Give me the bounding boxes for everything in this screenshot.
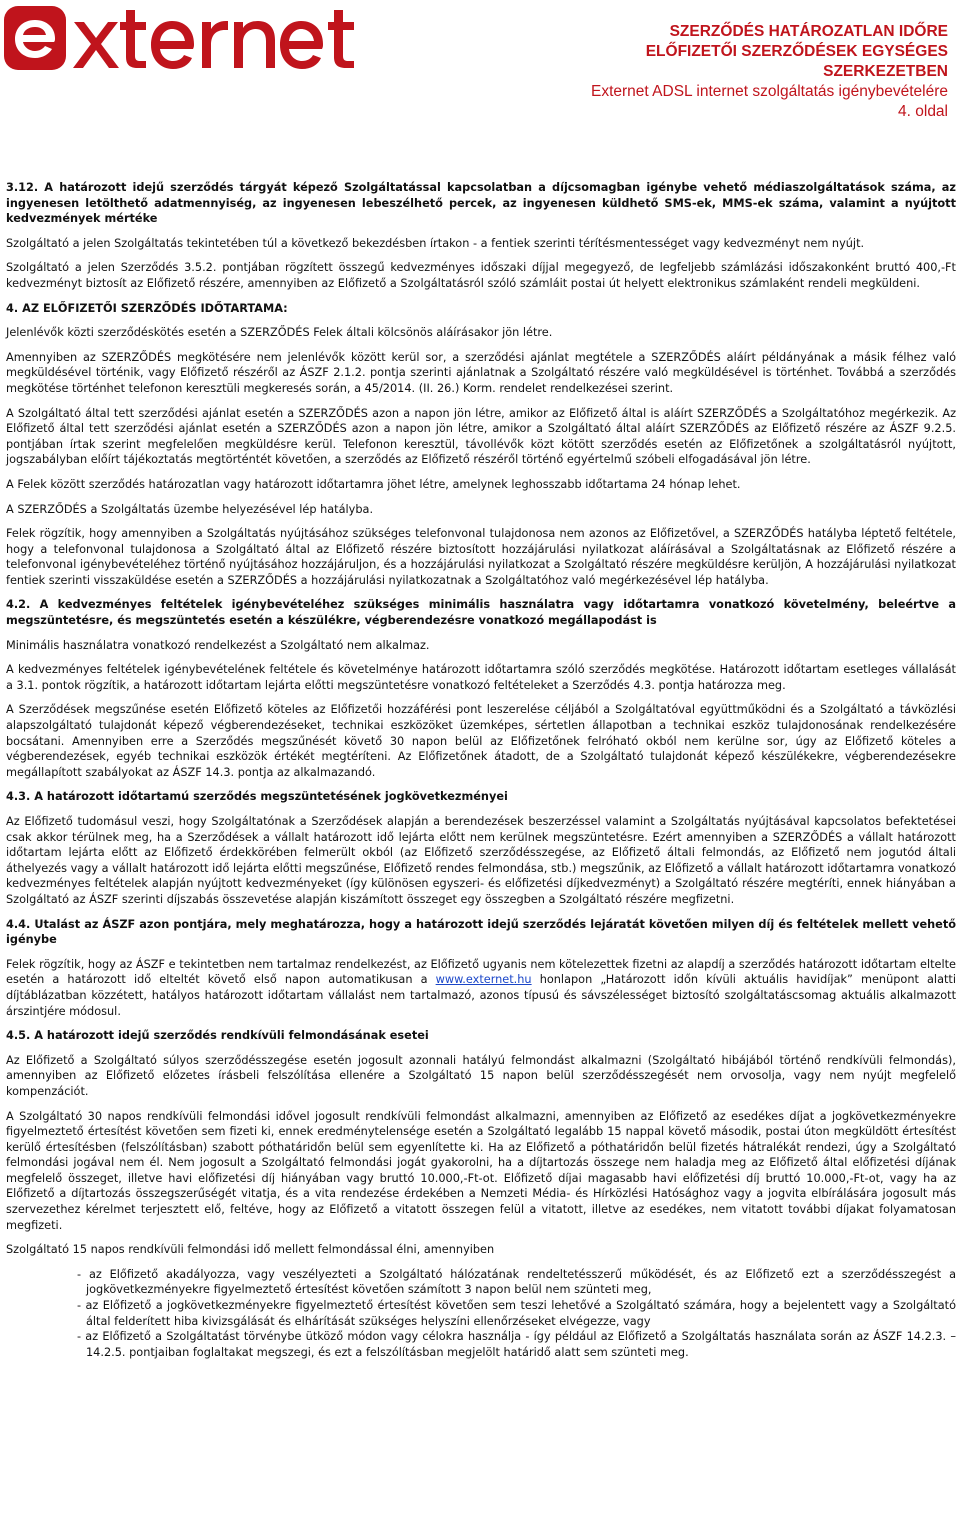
heading-4-5: 4.5. A határozott idejű szerződés rendkívüli felmondásának esetei [6,1029,429,1043]
doc-title-line-1: SZERZŐDÉS HATÁROZATLAN IDŐRE [669,23,948,40]
heading-4: 4. AZ ELŐFIZETŐI SZERZŐDÉS IDŐTARTAMA: [6,301,288,315]
externet-website-link[interactable]: www.externet.hu [435,973,532,987]
paragraph: Szolgáltató 15 napos rendkívüli felmondási idő mellett felmondással élni, amennyiben [6,1243,495,1257]
paragraph: Az Előfizető tudomásul veszi, hogy Szolgáltatónak a Szerződések alapján a berendezések beszerzéssel valamint a Szolgáltatás nyújtásával kapcsolatos befektetései csak akkor térülnek meg, ha a Szerződések a vállalt határozott idő lejárta előtt nem kerülnek megszüntetésre. Ezért amennyiben a SZERZŐDÉS a vállalt határozott időtartam lejárta előtt az Előfizető érdekkörében felmerült okból (az Előfizető szerződésszegése, az Előfizető általi felmondás, az Előfizető nem jogutód általi áthelyezés vagy a vállalt határozott idő lejárta előtti megszűnése, Előfizető rendes felmondása, stb.) megszűnik, az Előfizető a vállalt határozott időtartamra vonatkozó kedvezményes feltételek alapján nyújtott kedvezményeket (így különösen egyszeri- és előfizetési díjkedvezményt) a Szolgáltató részére megtéríti, ennek hiányában a Szolgáltató az ÁSZF szerinti díjszabás összevetése alapján kiszámított összeget egy összegben a Szolgáltató részére megfizetni. [6,815,956,906]
paragraph-text: Felek rögzítik, hogy az ÁSZF e tekintetben nem tartalmaz rendelkezést, az Előfizető ugyanis nem kötelezettek fizetni az alapdíj a szerződés határozott időtartam eltelte esetén a határozott idő elteltét követő első napon automatikusan a [6,957,956,987]
paragraph: Felek rögzítik, hogy amennyiben a Szolgáltatás nyújtásához szükséges telefonvonal tulajdonosa nem azonos az Előfizetővel, a SZERZŐDÉS hatályba léptető feltétele, hogy a telefonvonal tulajdonosa a Szolgáltató által az Előfizető részére biztosított hozzájárulási nyilatkozat aláírásával a Szolgáltatásnak az Előfizető részére a telefonvonal igénybevételéhez történő nyújtásához hozzájáruljon, és a hozzájárulási nyilatkozat a Szolgáltató részére megküldésre kerüljön, A hozzájárulási nyilatkozat fentiek szerinti visszaküldése esetén a SZERZŐDÉS a hozzájárulási nyilatkozatnak a Szolgáltatóhoz való megérkezésével lép hatályba. [6,527,956,587]
paragraph: Szolgáltató a jelen Szolgáltatás tekintetében túl a következő bekezdésben írtakon - a fentiek szerinti térítésmentességet vagy kedvezményt nem nyújt. [6,236,865,250]
paragraph: A Szerződések megszűnése esetén Előfizető köteles az Előfizetői hozzáférési pont leszerelése céljából a Szolgáltatóval együttműködni és a Szolgáltató a távközlési alapszolgáltató tulajdonát képező végberendezéseket, technikai eszközöket üzemképes, sértetlen állapotban a technikai eszköz tulajdonosának rendelkezésére bocsátani. Amennyiben erre a Szerződés megszűnését követő 30 napon belül az Előfizetőnek felróható okból nem kerülne sor, úgy az Előfizető köteles a végberendezések, egyéb technikai eszközök értékét megtéríteni. Az Előfizetőnek átadott, de a Szolgáltató tulajdonát képező készülékekre, végberendezésekre megállapított szabályokat az ÁSZF 14.3. pontja az alkalmazandó. [6,703,956,779]
list-item: - az Előfizető a jogkövetkezményekre figyelmeztető értesítést követően sem teszi lehetővé a Szolgáltató számára, hogy a bejelentett vagy a Szolgáltató által felderített hiba kivizsgálását és elhárítását szükséges helyszíni ellenőrzéseket elvégezze, vagy [77,1299,956,1328]
paragraph: Jelenlévők közti szerződéskötés esetén a SZERZŐDÉS Felek általi kölcsönös aláírásakor jön létre. [6,326,553,340]
doc-title-line-3: SZERKEZETBEN [823,63,948,80]
document-body [6,180,956,1360]
doc-subtitle: Externet ADSL internet szolgáltatás igénybevételére [591,83,948,100]
termination-cases-list [6,1267,956,1361]
heading-4-4: 4.4. Utalást az ÁSZF azon pontjára, mely meghatározza, hogy a határozott idejű szerződés lejáratát követően milyen díj és feltételek mellett vehető igénybe [6,917,956,947]
paragraph: Amennyiben az SZERZŐDÉS megkötésére nem jelenlévők között kerül sor, a szerződési ajánlat megtétele a SZERZŐDÉS aláírt példányának a másik félhez való megküldésével történik, vagy Előfizető részéről az ÁSZF 2.1.2. pontja szerinti ajánlatnak a Szolgáltató részére való megküldésével is történhet. Továbbá a szerződés megkötése történhet telefonon keresztüli megkeresés során, a 45/2014. (II. 26.) Korm. rendelet rendelkezései szerint. [6,350,956,395]
list-item: - az Előfizető a Szolgáltatást törvénybe ütköző módon vagy célokra használja - így például az Előfizető a Szolgáltatás használata során az ÁSZF 14.2.3. – 14.2.5. pontjaiban foglaltakat megszegi, és ezt a felszólításban megjelölt határidő alatt sem szünteti meg. [77,1330,956,1359]
paragraph: A kedvezményes feltételek igénybevételének feltétele és követelménye határozott időtartamra szóló szerződés megkötése. Határozott időtartam esetleges vállalását a 3.1. pontok rögzítik, a határozott időtartam lejárta előtti megszüntetésre vonatkozó feltételeket a Szerződés 4.3. pontja határozza meg. [6,663,956,692]
paragraph: Minimális használatra vonatkozó rendelkezést a Szolgáltató nem alkalmaz. [6,638,430,652]
document-title-block [478,22,948,122]
paragraph [6,957,956,1019]
paragraph-text: honlapon „Határozott időn kívüli aktuális havidíjak” menüpont alatti díjtáblázatban közzétett, hatályos határozott időtartam vállalást nem tartalmazó, azonos típusú és sávszélességet biztosító szolgáltatáscsomag aktuális alkalmazott árszintjére módosul. [6,973,956,1018]
paragraph: A Felek között szerződés határozatlan vagy határozott időtartamra jöhet létre, amelynek leghosszabb időtartama 24 hónap lehet. [6,477,741,491]
paragraph: A Szolgáltató 30 napos rendkívüli felmondási idővel jogosult rendkívüli felmondást alkalmazni, amennyiben az Előfizető az esedékes díjat a jogkövetkezményekre figyelmeztető értesítést követően sem fizeti ki, ennek eredménytelensége esetén a Szolgáltató legalább 15 nappal követő második, postai úton megküldött értesítést kerülő értesítésben (felszólításban) szabott póthatáridőn belül sem egyenlítette ki. Ha az Előfizető a póthatáridőn belül fizetés hátralékát rendezi, úgy a Szolgáltató felmondási jogával nem él. Nem jogosult a Szolgáltató felmondási jogát gyakorolni, ha a díjtartozás összege nem haladja meg az Előfizető által előfizetési díjának megfelelő összeget, illetve havi előfizetési díj hiányában vagy bruttó 10.000,-Ft-ot. Előfizető díjai magasabb havi előfizetési díj bruttó 10.000,-Ft-ot, vagy ha az Előfizető a díjtartozás összegszerűségét vitatja, és a vita rendezése érdekében a Nemzeti Média- és Hírközlési Hatósághoz vagy a jogvita elbírálására jogosult más szervezethez kérelmet terjesztett elő, feltéve, hogy az Előfizető a vitatott összegen felül a vitatott, illetve az esedékes, nem vitatott további díjakat folyamatosan megfizeti. [6,1109,956,1232]
heading-3-12: 3.12. A határozott idejű szerződés tárgyát képező Szolgáltatással kapcsolatban a díjcsomagban igénybe vehető médiaszolgáltatások száma, az ingyenesen letölthető adatmennyiség, az ingyenesen lebeszélhető percek, az ingyenesen küldhető SMS-ek, MMS-ek száma, valamint a nyújtott kedvezmények mértéke [6,181,956,226]
paragraph: Szolgáltató a jelen Szerződés 3.5.2. pontjában rögzített összegű kedvezményes időszaki díjjal megegyező, de legfeljebb számlázási időszakonként bruttó 400,-Ft kedvezményt biztosít az Előfizető részére, amennyiben az Előfizető a Szolgáltatásról szóló számláit postai út helyett elektronikus számlaként rendeli megküldeni. [6,261,956,290]
externet-logo [4,4,364,72]
paragraph: Az Előfizető a Szolgáltató súlyos szerződésszegése esetén jogosult azonnali hatályú felmondást alkalmazni (Szolgáltató hibájából történő rendkívüli felmondás), amennyiben az Előfizető előzetes írásbeli felszólítása ellenére a Szolgáltató 15 napon belül szerződésszegését nem orvosolja, vagy nem nyújt megfelelő kompenzációt. [6,1053,956,1098]
list-item: - az Előfizető akadályozza, vagy veszélyezteti a Szolgáltató hálózatának rendeltetésszerű működését, és az Előfizető ezt a szerződésszegést a jogkövetkezményekre figyelmeztető értesítést követően számított 3 napon belül nem szünteti meg, [77,1267,956,1297]
doc-title-line-2: ELŐFIZETŐI SZERZŐDÉSEK EGYSÉGES [645,43,948,60]
paragraph: A SZERZŐDÉS a Szolgáltatás üzembe helyezésével lép hatályba. [6,502,374,516]
paragraph: A Szolgáltató által tett szerződési ajánlat esetén a SZERZŐDÉS azon a napon jön létre, amikor az Előfizető által is aláírt SZERZŐDÉS a Szolgáltatóhoz megérkezik. Az Előfizető által tett szerződési ajánlat esetén a SZERZŐDÉS azon a napon jön létre, amikor a Szolgáltató által aláírt SZERZŐDÉS az Előfizető részére az ÁSZF 9.2.5. pontjában írtak szerint megfelelően megküldésre kerül. Telefonon keresztül, távollévők közt kötött szerződés esetén az Előfizetőnek a szolgáltatásról nyújtott, jogszabályban előírt tájékoztatás megtörténtét követően, a szerződés az Előfizető részéről történő egyértelmű szóbeli elfogadásával jön létre. [6,406,956,467]
heading-4-3: 4.3. A határozott időtartamú szerződés megszüntetésének jogkövetkezményei [6,790,508,804]
heading-4-2: 4.2. A kedvezményes feltételek igénybevételéhez szükséges minimális használatra vagy időtartamra vonatkozó követelmény, beleértve a megszüntetésre, és megszüntetés esetén a készülékre, végberendezésre vonatkozó megállapodást is [6,598,956,628]
page-header [0,0,960,130]
page-number: 4. oldal [898,103,948,120]
